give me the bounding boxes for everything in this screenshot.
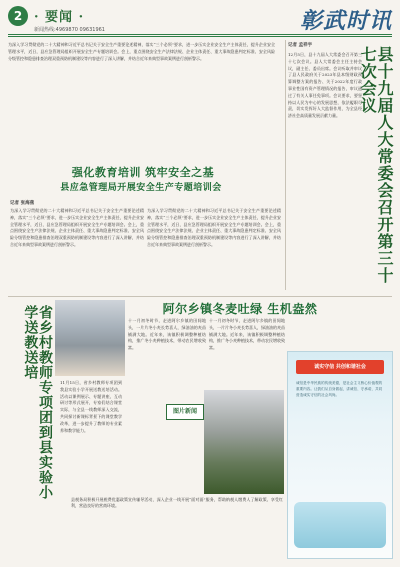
paper-name: 彰武时讯 (299, 8, 392, 34)
integrity-poster (287, 351, 393, 559)
congress-byline: 记者 孟祥宇 (288, 43, 313, 48)
teachers-title: 省乡村教师专项团到县实验小学送教送培 (22, 305, 53, 500)
safety-body-col2: 为深入学习贯彻党的二十大精神和习近平总书记关于安全生产重要论述精神，落实“三个必须”要求，进一步压实企业安全生产主体责任，提升企业安全管理水平，近日，县应急管理局组织开展安全生产专题培训会。会上，重点围绕安全生产法律法规、企业主体责任、重大事故隐患判定标准、安全风险分级管控和隐患排查治理双重预防机制建设等内容进行了深入讲解，并结合近年来典型事故案例进行剖析警示。 (147, 208, 281, 247)
village-title: 阿尔乡镇冬麦吐绿 生机盎然 (162, 302, 318, 316)
safety-lead-text: 为深入学习贯彻党的二十大精神和习近平总书记关于安全生产重要论述精神，落实“三个必须”要求，进一步压实企业安全生产主体责任，提升企业安全管理水平，近日，县应急管理局组织开展安全生产专题培训会。会上，重点围绕安全生产法律法规、企业主体责任、重大事故隐患判定标准、安全风险分级管控和隐患排查治理双重预防机制建设等内容进行了深入讲解，并结合近年来典型事故案例进行剖析警示。 (8, 42, 275, 61)
poster-title: 诚实守信 共创和谐社会 (296, 360, 384, 374)
header-meta: 新闻热线:4969870 09631961 (34, 27, 105, 33)
safety-body-col1: 为深入学习贯彻党的二十大精神和习近平总书记关于安全生产重要论述精神，落实“三个必须”要求，进一步压实企业安全生产主体责任，提升企业安全管理水平，近日，县应急管理局组织开展安全生产专题培训会。会上，重点围绕安全生产法律法规、企业主体责任、重大事故隐患判定标准、安全风险分级管控和隐患排查治理双重预防机制建设等内容进行了深入讲解，并结合近年来典型事故案例进行剖析警示。 (10, 208, 144, 247)
section-title: · 要闻 · (34, 10, 85, 25)
news-photo (204, 390, 284, 494)
safety-byline: 记者 张海燕 (10, 201, 35, 206)
photo-caption: 县税务局积极开展税费优惠政策宣传辅导活动，深入企业一线开展“面对面”服务，帮助纳税人缴费人了解政策、享受红利，营造良好的营商环境。 (71, 497, 283, 509)
photo-news-tag: 图片新闻 (166, 404, 204, 420)
poster-text: 诚信是中华民族的传统美德，是社会主义核心价值观的重要内容。让我们从自身做起，讲诚信、守承诺，共同营造诚实守信的社会风尚。 (296, 381, 383, 397)
safety-title-1: 强化教育培训 筑牢安全之基 (71, 166, 215, 179)
village-body-2: 十一月初冬时节，走进阿尔乡镇的田间地头，一片片冬小麦长势喜人，绿油油的麦苗铺满大地。近年来，该镇积极调整种植结构，推广冬小麦种植技术，带动农民增收致富。 (209, 318, 285, 351)
congress-body: 12月5日，县十九届人大常委会召开第三十七次会议。县人大常委会主任主持会议，副主任、委员出席。会议听取并审议了县人民政府关于2023年县本级财政预算调整方案的报告、关于2022年度行政事业性国有资产管理情况的报告，审议通过了有关人事任免事项。会议要求，要坚持以人民为中心的发展思想，依法履职尽责，切实发挥好人大监督作用，为全县经济社会高质量发展贡献力量。 (288, 52, 362, 119)
village-body-1: 十一月初冬时节，走进阿尔乡镇的田间地头，一片片冬小麦长势喜人，绿油油的麦苗铺满大地。近年来，该镇积极调整种植结构，推广冬小麦种植技术，带动农民增收致富。 (128, 318, 206, 351)
safety-title-2: 县应急管理局开展安全生产专题培训会 (60, 183, 222, 193)
poster-illustration (294, 502, 386, 548)
header-rule (8, 34, 392, 35)
teachers-photo (55, 300, 125, 376)
page-number: 2 (8, 6, 28, 26)
header-rule-2 (8, 36, 392, 37)
column-divider (285, 40, 286, 290)
teachers-body: 11月15日，省乡村教师专项团到我县实验小学开展送教送培活动。活动以课例展示、专题讲座、互动研讨等形式展开，专家们结合课堂实际，与全县一线教师深入交流，共同探讨新课标背景下的课堂教学改革，进一步提升了教师的专业素养和教学能力。 (60, 380, 122, 433)
congress-title: 县十九届人大常委会召开第三十七次会议 (358, 46, 394, 284)
page-header (8, 4, 392, 44)
section-divider (8, 296, 392, 297)
